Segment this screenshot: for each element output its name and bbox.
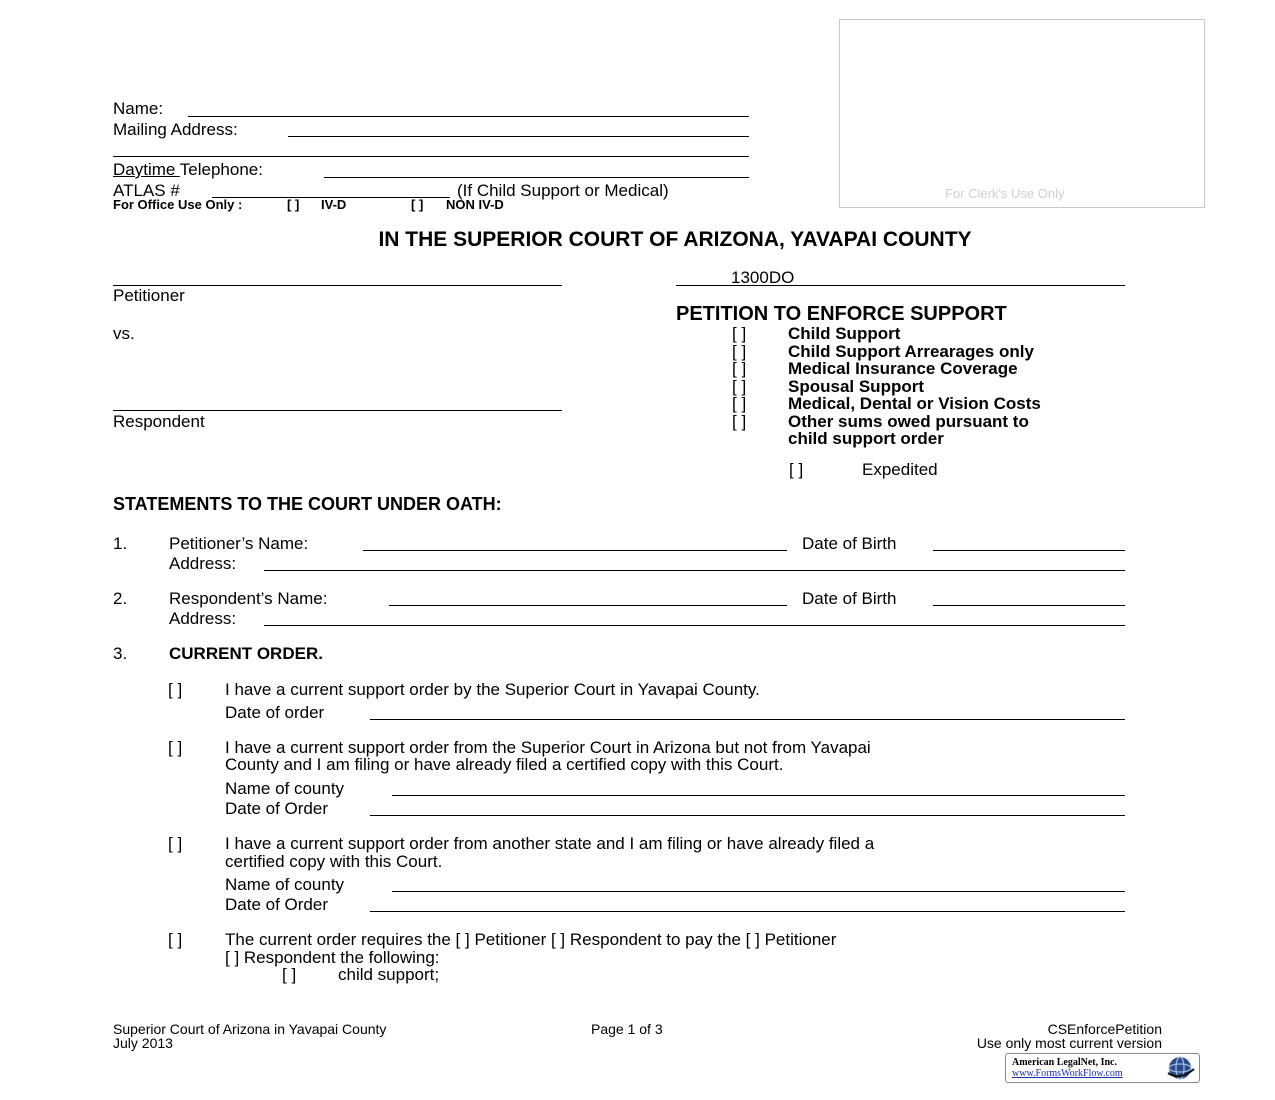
order-arizona-county-label: Name of county <box>225 779 345 798</box>
child-support-checkbox[interactable]: [ ] <box>282 965 297 984</box>
globe-icon <box>1164 1055 1196 1081</box>
respondent-name-field[interactable] <box>389 605 787 606</box>
option-other-sums-checkbox[interactable]: [ ] <box>732 412 747 431</box>
option-arrearages-checkbox[interactable]: [ ] <box>732 342 747 361</box>
option-other-sums-label-2: child support order <box>788 429 944 448</box>
option-child-support-checkbox[interactable]: [ ] <box>732 324 747 343</box>
ivd-label: IV-D <box>321 197 347 212</box>
atlas-label: ATLAS # <box>113 181 180 200</box>
order-arizona-county-field[interactable] <box>392 795 1125 796</box>
footer-version: Use only most current version <box>976 1035 1162 1051</box>
option-spousal-support-label: Spousal Support <box>788 377 924 396</box>
option-arrearages-label: Child Support Arrearages only <box>788 342 1034 361</box>
mailing-address-label: Mailing Address: <box>113 120 238 139</box>
option-medical-costs-label: Medical, Dental or Vision Costs <box>788 394 1041 413</box>
order-arizona-text-1: I have a current support order from the Superior Court in Arizona but not from Yavapai <box>225 738 871 757</box>
clerk-use-label: For Clerk's Use Only <box>945 186 1065 201</box>
logo-company-name: American LegalNet, Inc. <box>1012 1057 1117 1068</box>
case-number: 1300DO <box>731 268 795 287</box>
footer-date: July 2013 <box>113 1035 173 1051</box>
petitioner-dob-label: Date of Birth <box>802 534 897 553</box>
atlas-note: (If Child Support or Medical) <box>457 181 669 200</box>
order-other-state-checkbox[interactable]: [ ] <box>168 834 183 853</box>
footer-form-id: CSEnforcePetition <box>1047 1021 1162 1037</box>
mailing-address-field[interactable] <box>288 136 749 137</box>
respondent-name-label: Respondent’s Name: <box>169 589 328 608</box>
petitioner-label: Petitioner <box>113 286 185 305</box>
office-use-label: For Office Use Only : <box>113 197 243 212</box>
footer-court: Superior Court of Arizona in Yavapai County <box>113 1021 387 1037</box>
respondent-dob-field[interactable] <box>933 605 1125 606</box>
option-medical-insurance-label: Medical Insurance Coverage <box>788 359 1018 378</box>
respondent-address-label: Address: <box>169 609 237 628</box>
footer-page: Page 1 of 3 <box>591 1021 663 1037</box>
petitioner-address-field[interactable] <box>264 570 1125 571</box>
statements-heading: STATEMENTS TO THE COURT UNDER OATH: <box>113 494 502 514</box>
order-requires-checkbox[interactable]: [ ] <box>168 930 183 949</box>
item-1-number: 1. <box>113 534 128 553</box>
order-arizona-text-2: County and I am filing or have already filed a certified copy with this Court. <box>225 755 784 774</box>
daytime-text: Daytime <box>113 160 180 179</box>
petitioner-name-field[interactable] <box>363 550 787 551</box>
option-spousal-support-checkbox[interactable]: [ ] <box>732 377 747 396</box>
current-order-heading: CURRENT ORDER. <box>169 644 323 663</box>
court-title: IN THE SUPERIOR COURT OF ARIZONA, YAVAPAI COUNTY <box>378 228 972 251</box>
order-yavapai-date-field[interactable] <box>370 719 1125 720</box>
vs-label: vs. <box>113 324 135 343</box>
petitioner-address-label: Address: <box>169 554 237 573</box>
expedited-checkbox[interactable]: [ ] <box>789 460 804 479</box>
respondent-label: Respondent <box>113 412 205 431</box>
clerk-use-box <box>839 19 1205 208</box>
option-child-support-label: Child Support <box>788 324 901 343</box>
order-yavapai-date-label: Date of order <box>225 703 325 722</box>
respondent-dob-label: Date of Birth <box>802 589 897 608</box>
option-other-sums-label: Other sums owed pursuant to <box>788 412 1029 431</box>
telephone-field[interactable] <box>324 177 749 178</box>
option-medical-costs-checkbox[interactable]: [ ] <box>732 394 747 413</box>
order-other-state-date-field[interactable] <box>370 911 1125 912</box>
telephone-text: Telephone: <box>179 160 263 179</box>
legalnet-logo[interactable] <box>1005 1053 1200 1083</box>
petitioner-dob-field[interactable] <box>933 550 1125 551</box>
logo-url[interactable]: www.FormsWorkFlow.com <box>1012 1068 1123 1079</box>
child-support-label: child support; <box>338 965 440 984</box>
name-label: Name: <box>113 99 164 118</box>
petition-title: PETITION TO ENFORCE SUPPORT <box>676 303 1007 325</box>
order-requires-text-1: The current order requires the [ ] Petitioner [ ] Respondent to pay the [ ] Petitioner <box>225 930 837 949</box>
order-other-state-county-field[interactable] <box>392 891 1125 892</box>
case-number-field[interactable] <box>676 285 1125 286</box>
non-ivd-checkbox[interactable]: [ ] <box>411 197 424 212</box>
non-ivd-label: NON IV-D <box>446 197 504 212</box>
respondent-field[interactable] <box>113 410 562 411</box>
option-medical-insurance-checkbox[interactable]: [ ] <box>732 359 747 378</box>
order-arizona-date-field[interactable] <box>370 815 1125 816</box>
respondent-address-field[interactable] <box>264 625 1125 626</box>
order-other-state-text-2: certified copy with this Court. <box>225 852 443 871</box>
order-arizona-date-label: Date of Order <box>225 799 328 818</box>
order-other-state-text-1: I have a current support order from another state and I am filing or have already filed a <box>225 834 875 853</box>
item-2-number: 2. <box>113 589 128 608</box>
expedited-label: Expedited <box>862 460 938 479</box>
order-other-state-county-label: Name of county <box>225 875 345 894</box>
order-requires-text-2: [ ] Respondent the following: <box>225 948 440 967</box>
mailing-address-field-2[interactable] <box>113 156 749 157</box>
ivd-checkbox[interactable]: [ ] <box>287 197 300 212</box>
petitioner-name-label: Petitioner’s Name: <box>169 534 309 553</box>
telephone-label <box>113 160 263 179</box>
order-yavapai-checkbox[interactable]: [ ] <box>168 680 183 699</box>
order-yavapai-text: I have a current support order by the Superior Court in Yavapai County. <box>225 680 760 699</box>
item-3-number: 3. <box>113 644 128 663</box>
order-other-state-date-label: Date of Order <box>225 895 328 914</box>
name-field[interactable] <box>188 116 749 117</box>
order-arizona-checkbox[interactable]: [ ] <box>168 738 183 757</box>
